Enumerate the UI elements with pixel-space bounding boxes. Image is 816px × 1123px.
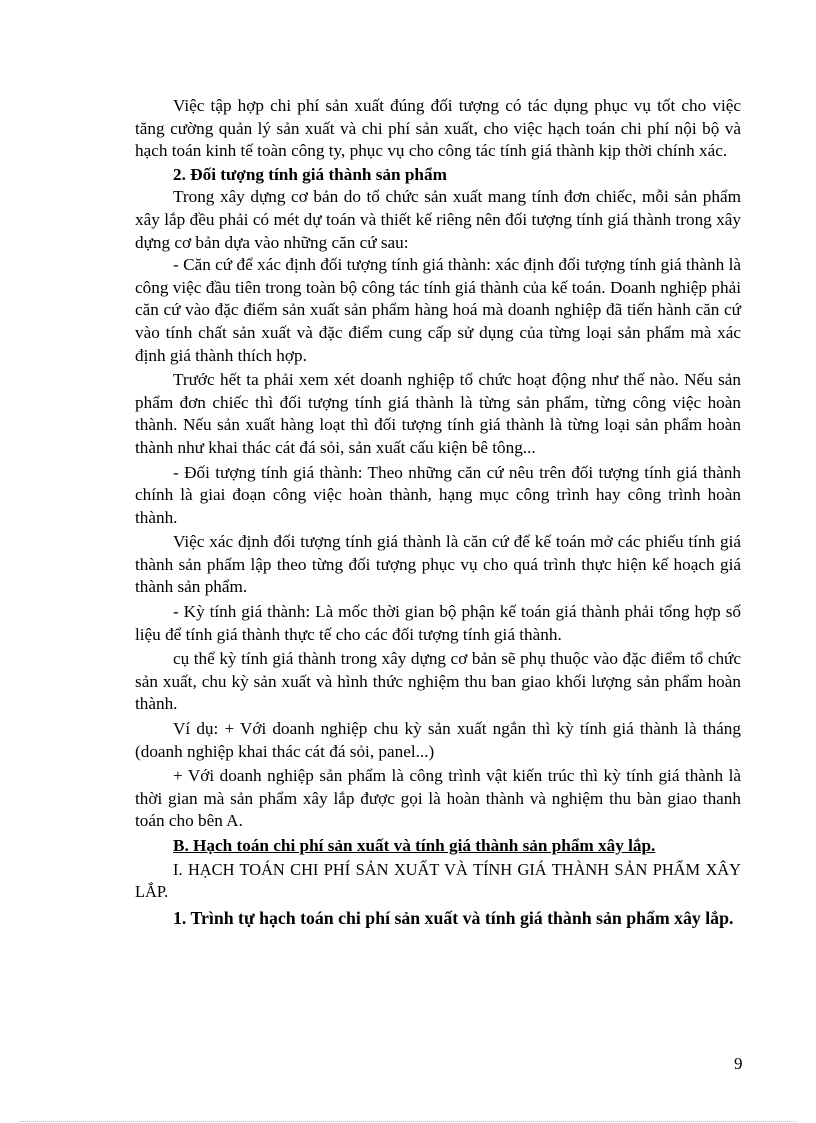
paragraph: Việc xác định đối tượng tính giá thành là căn cứ để kế toán mở các phiếu tính giá thành sản phẩm lập theo từng đối tượng phục vụ cho quá trình thực hiện kế hoạch giá thành sản phẩm. [135, 532, 741, 597]
paragraph: Ví dụ: + Với doanh nghiệp chu kỳ sản xuất ngắn thì kỳ tính giá thành là tháng (doanh nghiệp khai thác cát đá sỏi, panel...) [135, 719, 741, 761]
subsection-heading-1: 1. Trình tự hạch toán chi phí sản xuất và tính giá thành sản phẩm xây lắp. [173, 907, 734, 928]
paragraph: Việc tập hợp chi phí sản xuất đúng đối tượng có tác dụng phục vụ tốt cho việc tăng cường quản lý sản xuất và chi phí sản xuất, cho việc hạch toán chi phí nội bộ và hạch toán kinh tế toàn công ty, phục vụ cho công tác tính giá thành kịp thời chính xác. [135, 96, 741, 161]
paragraph: Trong xây dựng cơ bản do tổ chức sản xuất mang tính đơn chiếc, mỗi sản phẩm xây lắp đều phải có mét dự toán và thiết kế riêng nên đối tượng tính giá thành trong xây dựng cơ bản dựa vào những căn cứ sau: [135, 187, 741, 252]
section-heading-2: 2. Đối tượng tính giá thành sản phẩm [173, 164, 447, 184]
paragraph: Trước hết ta phải xem xét doanh nghiệp tổ chức hoạt động như thế nào. Nếu sản phẩm đơn chiếc thì đối tượng tính giá thành là từng sản phẩm, từng công việc hoàn thành. Nếu sản xuất hàng loạt thì đối tượng tính giá thành là từng loại sản phẩm hoàn thành như khai thác cát đá sỏi, sản xuất cấu kiện bê tông... [135, 370, 741, 457]
section-i-heading: I. HẠCH TOÁN CHI PHÍ SẢN XUẤT VÀ TÍNH GIÁ THÀNH SẢN PHẨM XÂY LẮP. [135, 859, 741, 902]
paragraph: - Đối tượng tính giá thành: Theo những căn cứ nêu trên đối tượng tính giá thành chính là giai đoạn công việc hoàn thành, hạng mục công trình hay công trình hoàn thành. [135, 462, 741, 527]
page-number: 9 [734, 1054, 743, 1073]
paragraph: + Với doanh nghiệp sản phẩm là công trình vật kiến trúc thì kỳ tính giá thành là thời gian mà sản phẩm xây lắp được gọi là hoàn thành và nghiệm thu bàn giao thanh toán cho bên A. [135, 766, 741, 831]
section-b-heading: B. Hạch toán chi phí sản xuất và tính giá thành sản phẩm xây lắp. [173, 836, 656, 855]
document-body [135, 95, 741, 930]
page-bottom-rule [20, 1121, 796, 1122]
paragraph: - Kỳ tính giá thành: Là mốc thời gian bộ phận kế toán giá thành phải tổng hợp số liệu để tính giá thành thực tế cho các đối tượng tính giá thành. [135, 602, 741, 644]
paragraph: cụ thể kỳ tính giá thành trong xây dựng cơ bản sẽ phụ thuộc vào đặc điểm tổ chức sản xuất, chu kỳ sản xuất và hình thức nghiệm thu ban giao khối lượng sản phẩm hoàn thành. [135, 649, 741, 714]
paragraph: - Căn cứ để xác định đối tượng tính giá thành: xác định đối tượng tính giá thành là công việc đầu tiên trong toàn bộ công tác tính giá thành của kế toán. Doanh nghiệp phải căn cứ vào đặc điểm sản xuất sản phẩm hàng hoá mà doanh nghiệp đã tiến hành căn cứ vào tính chất sản xuất và đặc điểm cung cấp sử dụng của từng loại sản phẩm mà xác định giá thành thích hợp. [135, 255, 741, 365]
